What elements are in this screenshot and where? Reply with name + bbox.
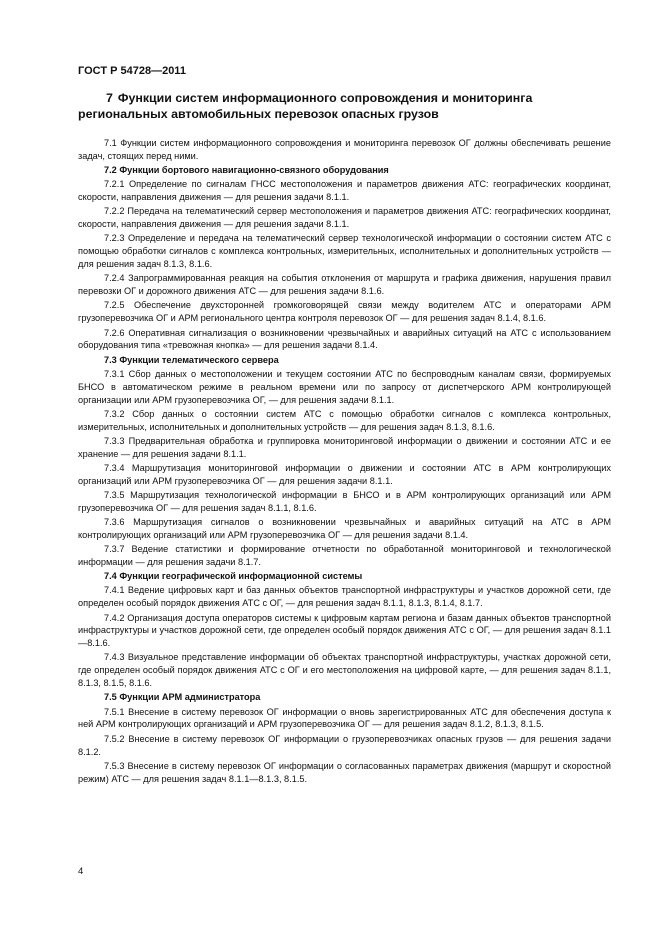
paragraph: 7.4.1 Ведение цифровых карт и баз данных объектов транспортной инфраструктуры и участков дорожной сети, где определен особый порядок движения АТС с ОГ, — для решения задач 8.1.1, 8.1.3, 8.1.4, 8.1.7. [78,585,611,609]
subsection-heading: 7.5 Функции АРМ администратора [104,692,261,703]
paragraph: 7.5.3 Внесение в систему перевозок ОГ информации о согласованных параметрах движения (маршрут и скоростной режим) АТС — для решения задач 8.1.1—8.1.3, 8.1.5. [78,760,611,784]
paragraph: 7.3.6 Маршрутизация сигналов о возникновении чрезвычайных и аварийных ситуаций на АТС в АРМ контролирующих организаций или АРМ грузоперевозчика ОГ — для решения задачи 8.1.4. [78,517,611,540]
section-number: 7 [106,91,113,105]
section-title: Функции систем информационного сопровождения и мониторинга региональных автомобильных перевозок опасных грузов [78,91,533,121]
page-number: 4 [78,866,84,877]
section-heading [78,91,608,122]
document-body [78,137,611,787]
paragraph: 7.3.7 Ведение статистики и формирование отчетности по обработанной мониторинговой и технологической информации — для решения задачи 8.1.7. [78,544,611,568]
subsection-heading: 7.4 Функции географической информационной системы [104,571,363,582]
standard-number: ГОСТ Р 54728—2011 [78,65,186,77]
paragraph: 7.2.5 Обеспечение двухсторонней громкоговорящей связи между водителем АТС и операторами АРМ грузоперевозчика ОГ и АРМ регионального центра контроля перевозок ОГ — для решения задач 8.1.4, 8.1.6. [78,300,611,324]
subsection-heading: 7.3 Функции телематического сервера [104,354,279,365]
paragraph: 7.2.6 Оперативная сигнализация о возникновении чрезвычайных и аварийных ситуаций на АТС с использованием оборудования типа «тревожная кнопка» — для решения задачи 8.1.4. [78,327,611,351]
paragraph: 7.5.2 Внесение в систему перевозок ОГ информации о грузоперевозчиках опасных грузов — для решения задачи 8.1.2. [78,733,611,757]
paragraph: 7.2.2 Передача на телематический сервер местоположения и параметров движения АТС: географических координат, скорости, направления движения — для решения задачи 8.1.1. [78,206,611,230]
paragraph: 7.3.2 Сбор данных о состоянии систем АТС с помощью обработки сигналов с комплекса контрольных, измерительных, исполнительных и дополнительных устройств — для решения задач 8.1.3, 8.1.6. [78,408,611,432]
paragraph: 7.3.3 Предварительная обработка и группировка мониторинговой информации о движении и состоянии АТС и ее хранение — для решения задачи 8.1.1. [78,435,611,459]
paragraph: 7.3.1 Сбор данных о местоположении и текущем состоянии АТС по беспроводным каналам связи, формируемых БНСО в автоматическом режиме в реальном времени или по запросу от диспетчерского АРМ контролирующей организации или АРМ грузоперевозчика ОГ, — для решения задачи 8.1.1. [78,368,611,405]
paragraph: 7.1 Функции систем информационного сопровождения и мониторинга перевозок ОГ должны обеспечивать решение задач, стоящих перед ними. [78,138,611,161]
paragraph: 7.5.1 Внесение в систему перевозок ОГ информации о вновь зарегистрированных АТС для обеспечения доступа к ней АРМ контролирующих организаций и АРМ грузоперевозчика ОГ — для решения задач 8.1.2, 8.1.3, 8.1.5. [78,706,611,730]
paragraph: 7.4.3 Визуальное представление информации об объектах транспортной инфраструктуры, участках дорожной сети, где определен особый порядок движения АТС с ОГ и его местоположения на цифровой карте, — для решения задач 8.1.1, 8.1.3, 8.1.5, 8.1.6. [78,652,611,689]
paragraph: 7.2.3 Определение и передача на телематический сервер технологической информации о состоянии систем АТС с помощью обработки сигналов с комплекса контрольных, измерительных, исполнительных и дополнительных устройств — для решения задач 8.1.3, 8.1.6. [78,233,611,270]
paragraph: 7.2.4 Запрограммированная реакция на события отклонения от маршрута и графика движения, нарушения правил перевозки ОГ и дорожного движения АТС — для решения задачи 8.1.6. [78,273,611,297]
paragraph: 7.3.4 Маршрутизация мониторинговой информации о движении и состоянии АТС в АРМ контролирующих организаций или АРМ грузоперевозчика ОГ — для решения задачи 8.1.1. [78,462,611,486]
paragraph: 7.4.2 Организация доступа операторов системы к цифровым картам региона и базам данных объектов транспортной инфраструктуры и участков дорожной сети, где определен особый порядок движения АТС с ОГ, — для решения задач 8.1.1—8.1.6. [78,612,611,649]
paragraph: 7.3.5 Маршрутизация технологической информации в БНСО и в АРМ контролирующих организаций или АРМ грузоперевозчика ОГ — для решения задач 8.1.1, 8.1.6. [78,490,611,513]
paragraph: 7.2.1 Определение по сигналам ГНСС местоположения и параметров движения АТС: географических координат, скорости, направления движения — для решения задачи 8.1.1. [78,179,611,203]
subsection-heading: 7.2 Функции бортового навигационно-связного оборудования [104,165,389,176]
